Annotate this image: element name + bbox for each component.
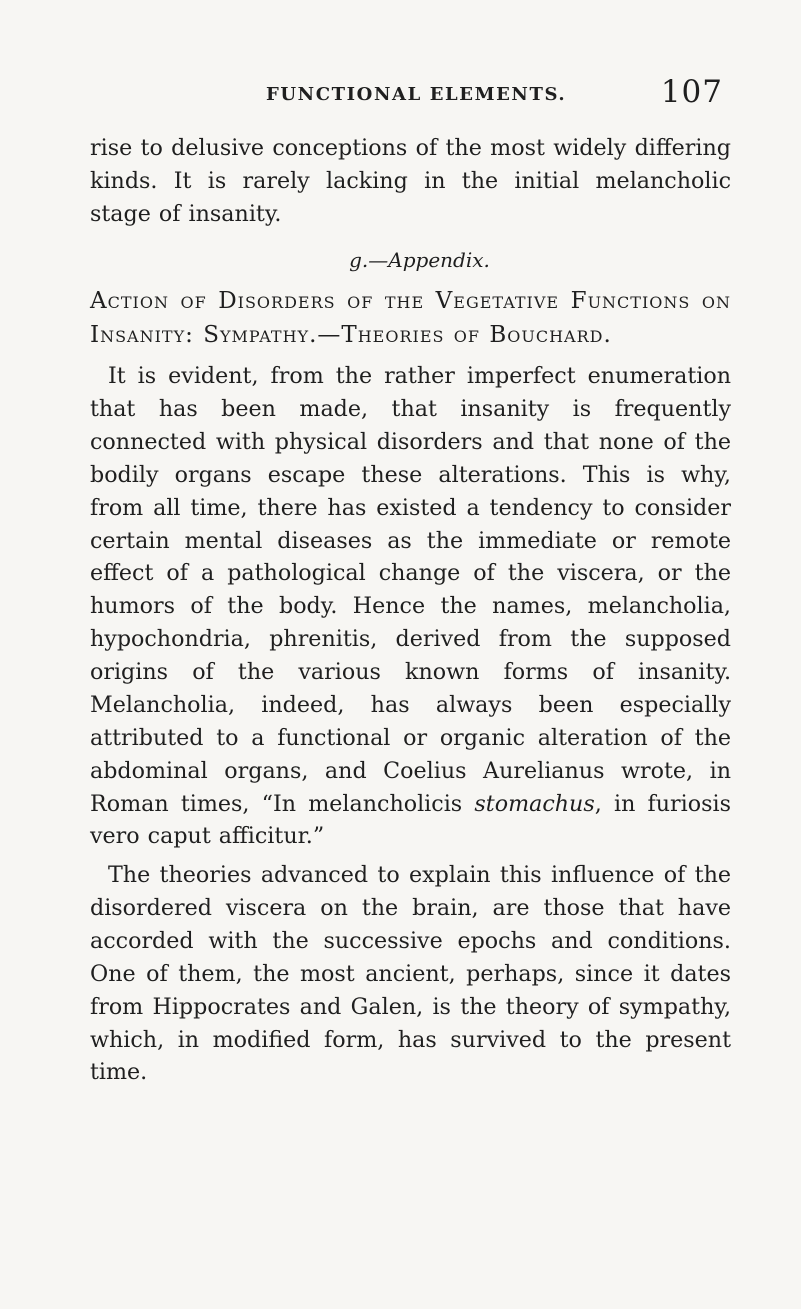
section-heading: Action of Disorders of the Vegetative Functions on Insanity: Sympathy.—Theories of Bouchard. (90, 288, 731, 348)
page-number: 107 (660, 74, 723, 110)
paragraph-2: The theories advanced to explain this influence of the disordered viscera on the brain, are those that have accorded with the successive epochs and conditions. One of them, the most ancient, perhaps, since it dates from Hippocrates and Galen, is the theory of sympathy, which, in modified form, has survived to the present time. (90, 862, 731, 1086)
quote-start: “In melancholicis (261, 790, 463, 817)
appendix-label: g.—Appendix. (349, 247, 490, 272)
page-body (90, 132, 731, 1089)
paragraph-1-text: It is evident, from the rather imperfect enumeration that has been made, that insanity is frequently connected with physical disorders and that none of the bodily organs escape these alterations. This is why, from all time, there has existed a tendency to consider certain mental diseases as the immediate or remote effect of a pathological change of the viscera, or the humors of the body. Hence the names, melancholia, hypochondria, phrenitis, derived from the supposed origins of the various known forms of insanity. Melancholia, indeed, has always been especially attributed to a functional or organic alteration of the abdominal organs, and Coelius Aurelianus wrote, in Roman times, (90, 363, 731, 817)
quote-italic-term: stomachus (474, 790, 595, 817)
paragraph-1 (90, 360, 731, 853)
quote-end: , in furiosis vero caput afficitur.” (90, 790, 731, 850)
running-title: FUNCTIONAL ELEMENTS. (266, 84, 567, 105)
opening-paragraph: rise to delusive conceptions of the most widely differing kinds. It is rarely lacking in the initial melancholic stage of insanity. (90, 135, 731, 227)
running-head (90, 74, 731, 124)
